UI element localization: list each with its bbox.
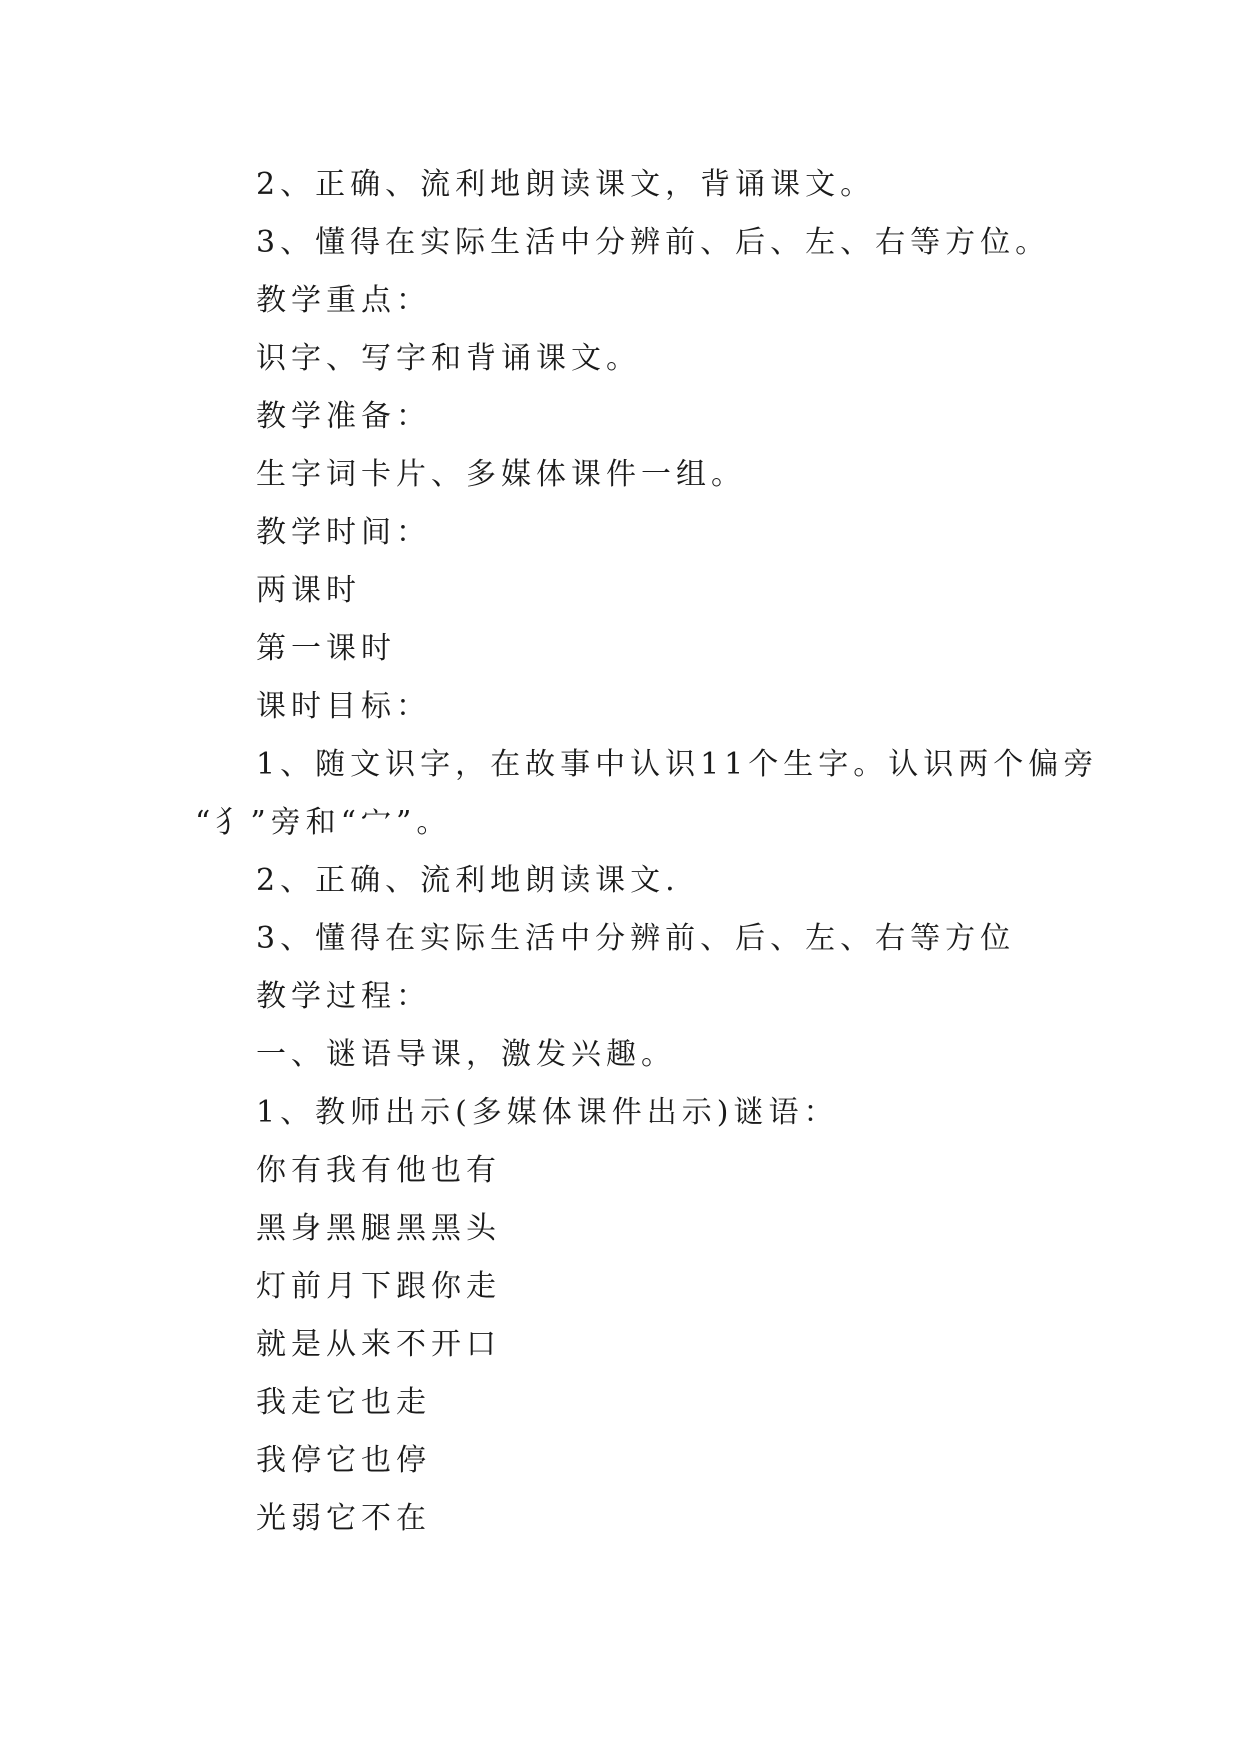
riddle-line: 黑身黑腿黑黑头 [256, 1211, 501, 1246]
riddle-line: 灯前月下跟你走 [256, 1269, 501, 1304]
section-heading: 教学重点： [256, 283, 431, 318]
paragraph-line: 1、教师出示(多媒体课件出示)谜语： [256, 1095, 839, 1130]
section-heading: 教学过程： [256, 979, 431, 1014]
section-heading: 教学准备： [256, 399, 431, 434]
paragraph-line: 两课时 [256, 573, 361, 608]
paragraph-line: 第一课时 [256, 631, 396, 666]
paragraph-line: 3、懂得在实际生活中分辨前、后、左、右等方位 [256, 921, 1016, 956]
riddle-line: 就是从来不开口 [256, 1327, 501, 1362]
paragraph-line: 识字、写字和背诵课文。 [256, 341, 641, 376]
paragraph-line: 生字词卡片、多媒体课件一组。 [256, 457, 746, 492]
riddle-line: 我停它也停 [256, 1443, 431, 1478]
riddle-line: 我走它也走 [256, 1385, 431, 1420]
riddle-line: 你有我有他也有 [256, 1153, 501, 1188]
section-heading: 教学时间： [256, 515, 431, 550]
section-heading: 课时目标： [256, 689, 431, 724]
riddle-line: 光弱它不在 [256, 1501, 431, 1536]
paragraph-line-continuation: “犭”旁和“宀”。 [195, 805, 452, 840]
paragraph-line: 1、随文识字，在故事中认识11个生字。认识两个偏旁 [256, 747, 1099, 782]
paragraph-line: 2、正确、流利地朗读课文，背诵课文。 [256, 167, 876, 202]
paragraph-line: 3、懂得在实际生活中分辨前、后、左、右等方位。 [256, 225, 1051, 260]
paragraph-line: 一、谜语导课，激发兴趣。 [256, 1037, 676, 1072]
paragraph-line: 2、正确、流利地朗读课文. [256, 863, 680, 898]
